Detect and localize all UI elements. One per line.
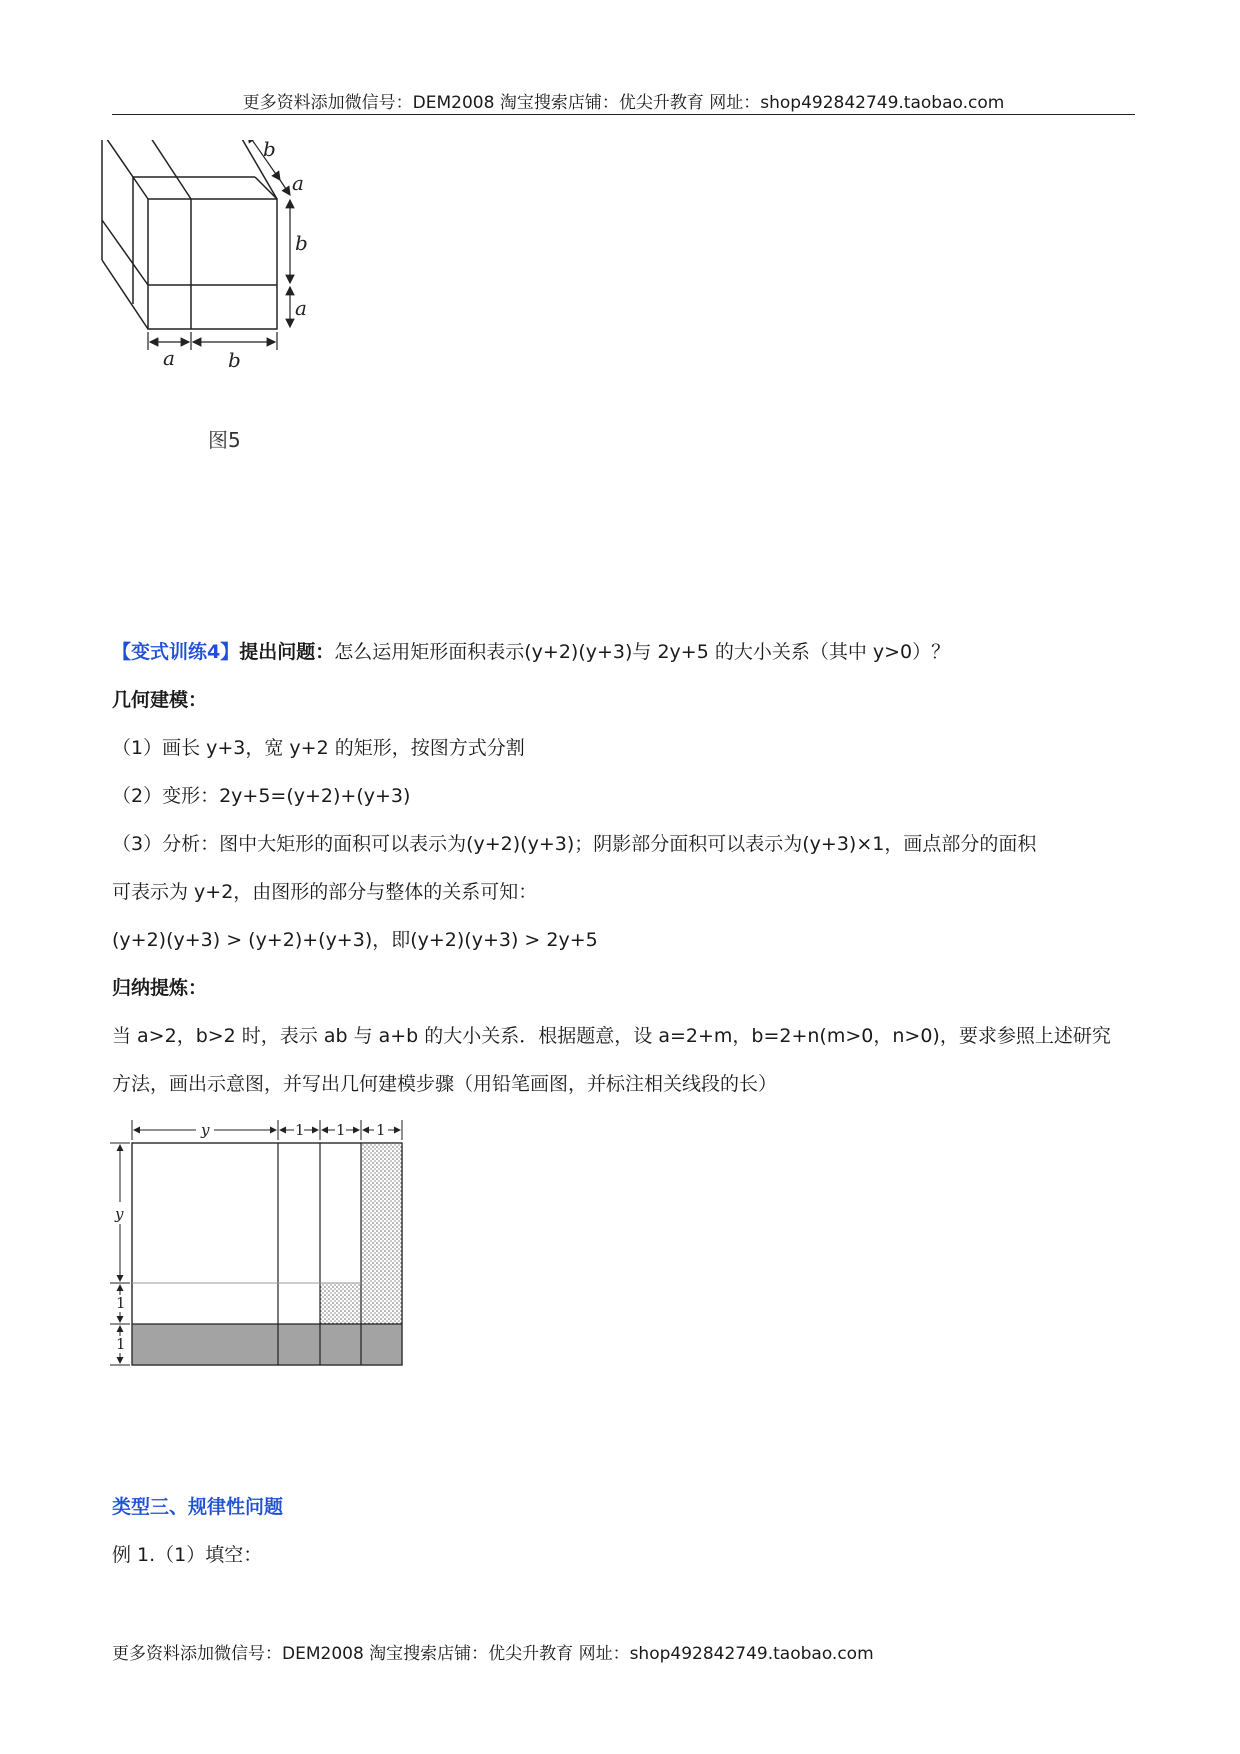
summary-heading: 归纳提炼： (112, 977, 208, 999)
summary-line-1: 当 a>2，b>2 时，表示 ab 与 a+b 的大小关系．根据题意，设 a=2+m，b=2+n(m>0，n>0)，要求参照上述研究 (112, 1025, 1111, 1047)
page-header: 更多资料添加微信号：DEM2008 淘宝搜索店铺：优尖升教育 网址：shop492842749.taobao.com (242, 93, 1005, 113)
page-footer: 更多资料添加微信号：DEM2008 淘宝搜索店铺：优尖升教育 网址：shop492842749.taobao.com (112, 1644, 874, 1664)
label-top-1a: 1 (295, 1121, 305, 1139)
label-a-bottom: a (163, 346, 175, 370)
step-2: （2）变形：2y+5=(y+2)+(y+3) (112, 785, 411, 807)
figure-5-caption: 图5 (208, 428, 241, 452)
label-b-top: b (263, 140, 276, 161)
label-top-1c: 1 (376, 1121, 386, 1139)
figure-rectangle-partition (108, 1110, 408, 1370)
exercise-tag: 【变式训练4】 (112, 641, 240, 663)
label-top-1b: 1 (336, 1121, 346, 1139)
result-inequality: (y+2)(y+3) > (y+2)+(y+3)，即(y+2)(y+3) > 2y+5 (112, 929, 598, 951)
label-left-1b: 1 (116, 1335, 126, 1353)
example-1: 例 1.（1）填空： (112, 1544, 263, 1566)
label-b-bottom: b (228, 348, 241, 372)
label-a-right: a (295, 296, 307, 320)
label-left-y: y (115, 1205, 124, 1223)
model-heading: 几何建模： (112, 689, 208, 711)
header-divider (112, 114, 1135, 115)
step-3-line-2: 可表示为 y+2，由图形的部分与整体的关系可知： (112, 881, 538, 903)
step-1: （1）画长 y+3，宽 y+2 的矩形，按图方式分割 (112, 737, 525, 759)
question-text: 怎么运用矩形面积表示(y+2)(y+3)与 2y+5 的大小关系（其中 y>0）？ (334, 641, 951, 663)
label-top-y: y (201, 1121, 210, 1139)
section-3-title: 类型三、规律性问题 (112, 1496, 284, 1518)
label-a-top: a (292, 171, 304, 195)
figure-5-cube (100, 140, 380, 460)
step-3-line-1: （3）分析：图中大矩形的面积可以表示为(y+2)(y+3)；阴影部分面积可以表示为(y+3)×1，画点部分的面积 (112, 833, 1037, 855)
exercise-question (112, 640, 950, 664)
summary-line-2: 方法，画出示意图，并写出几何建模步骤（用铅笔画图，并标注相关线段的长） (112, 1073, 778, 1095)
question-label: 提出问题： (239, 641, 335, 663)
label-left-1a: 1 (116, 1294, 126, 1312)
label-b-right: b (295, 231, 308, 255)
